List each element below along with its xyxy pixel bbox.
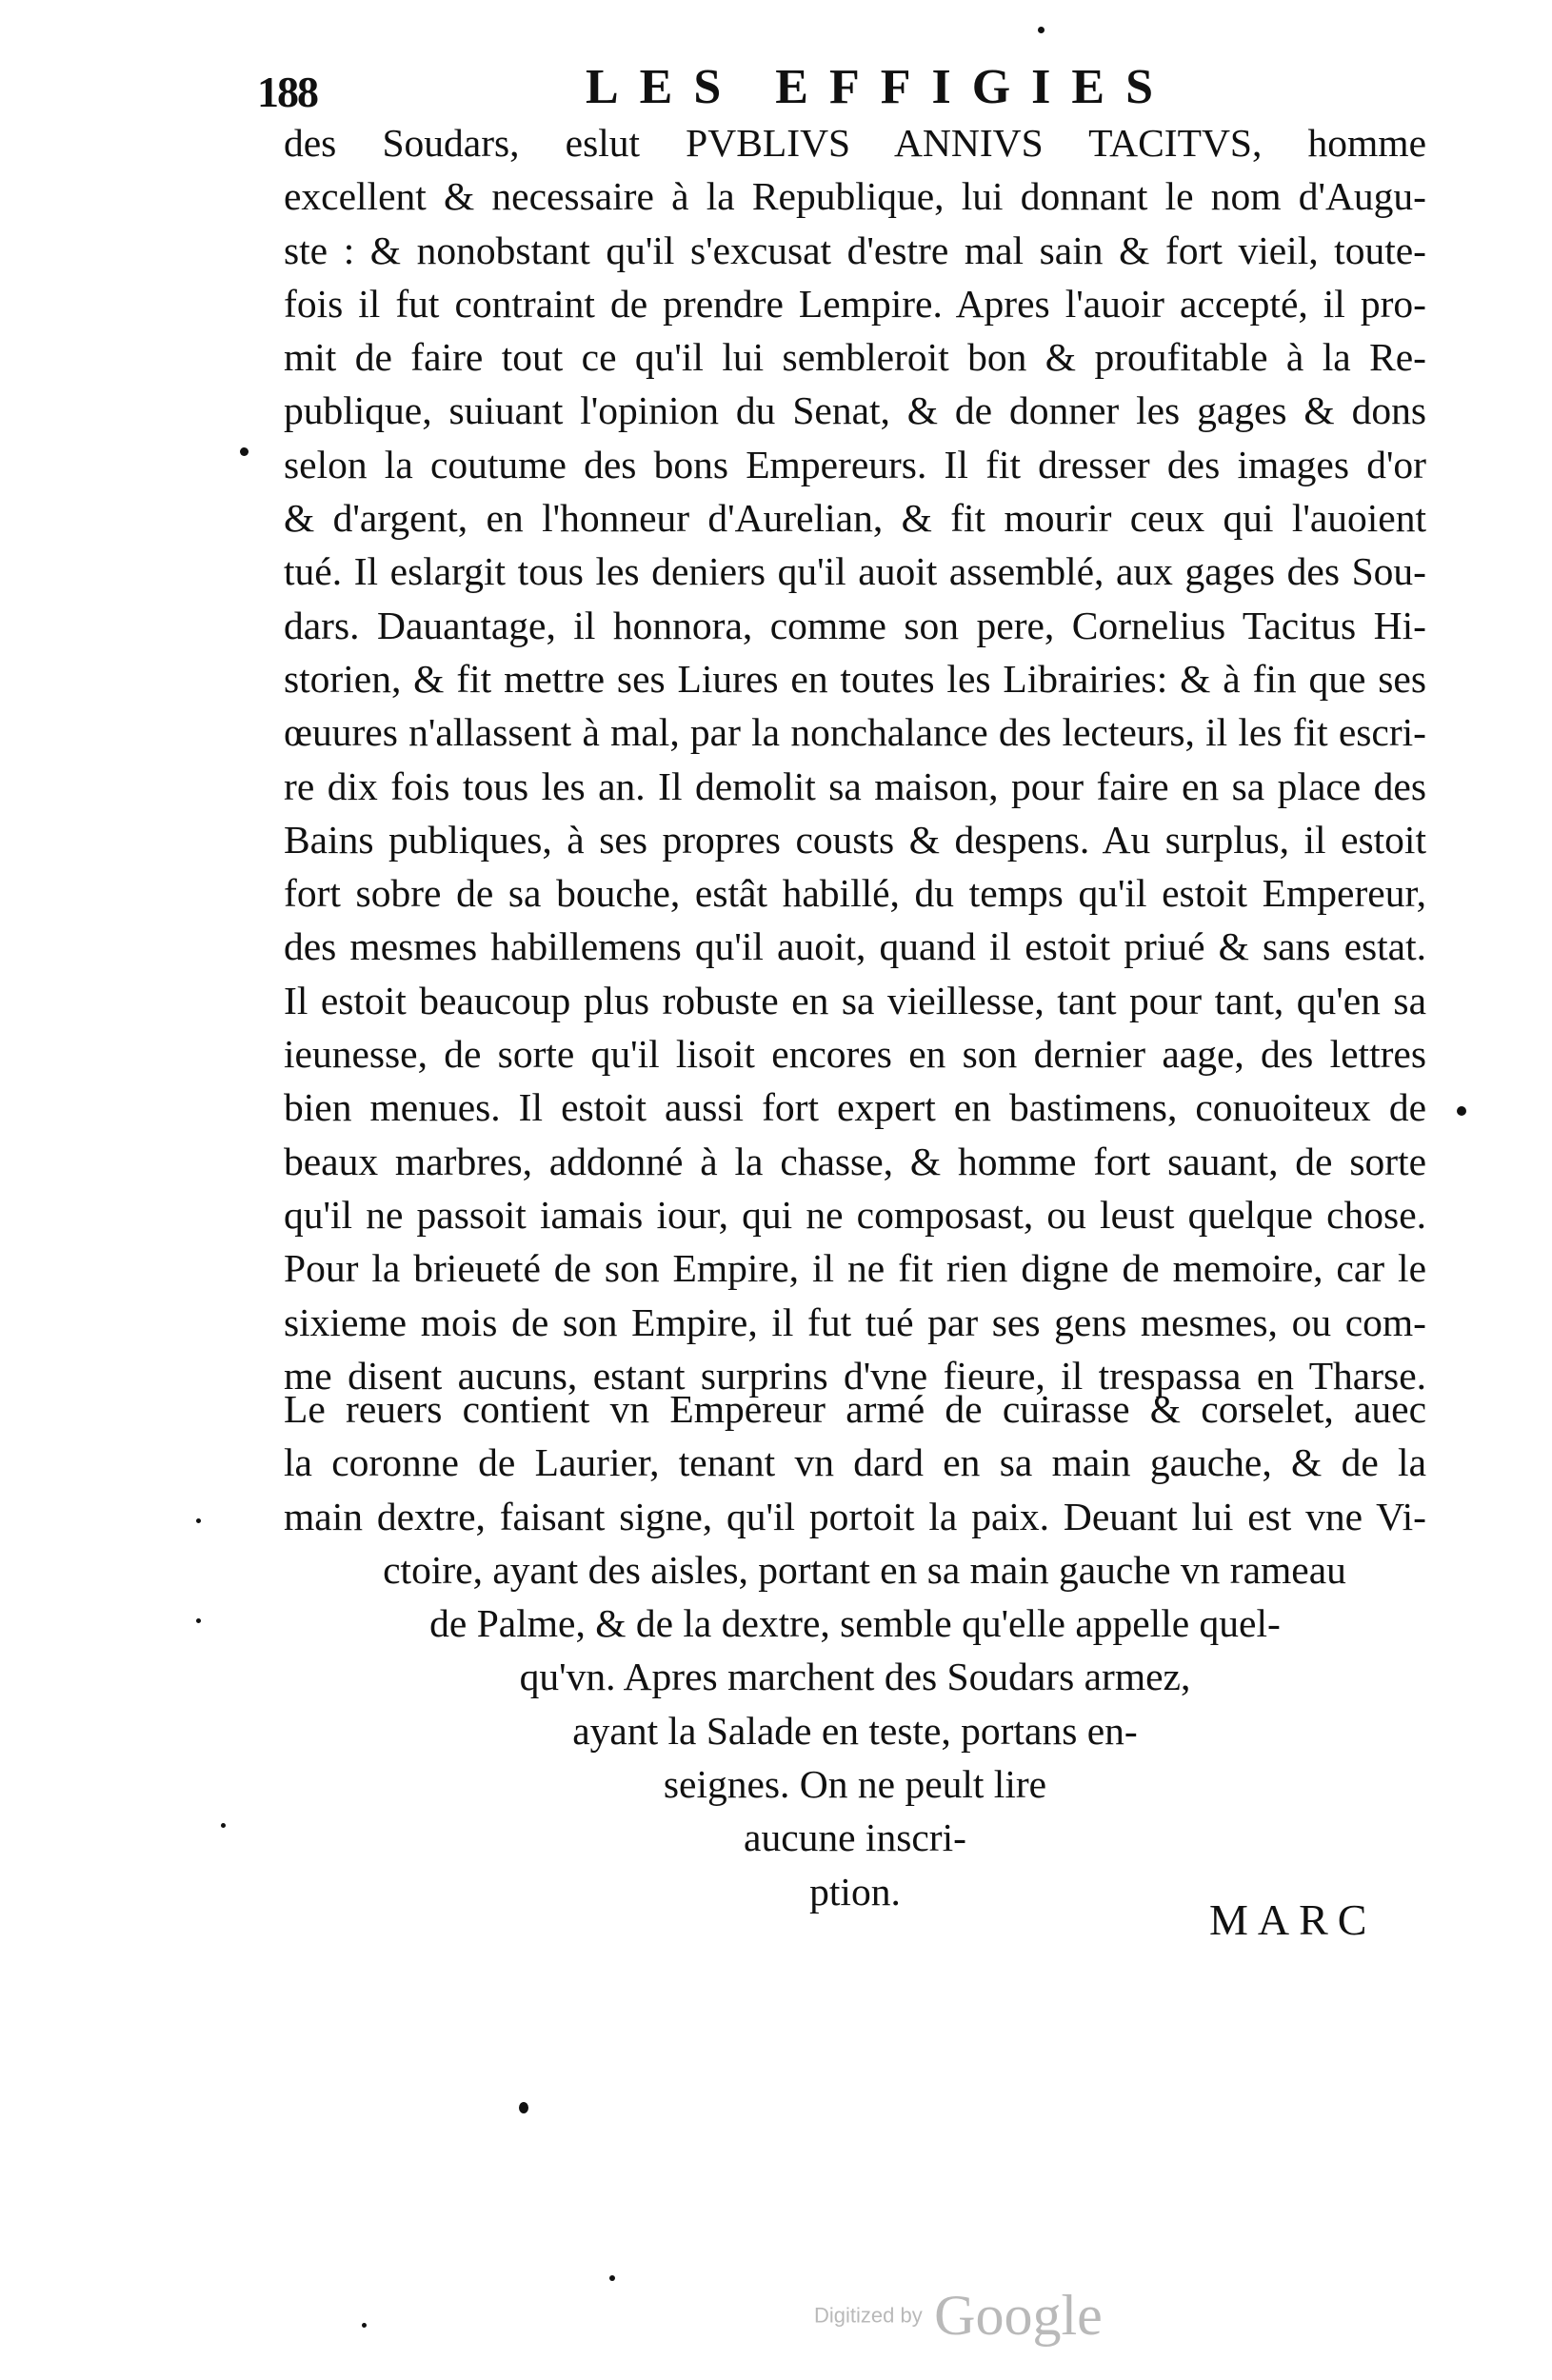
ink-speck xyxy=(221,1823,226,1828)
text-line: Le reuers contient vn Empereur armé de cuirasse & corselet, auec xyxy=(284,1387,1426,1431)
google-logo: Google xyxy=(934,2284,1103,2347)
text-line: main dextre, faisant signe, qu'il portoit la paix. Deuant lui est vne Vi- xyxy=(284,1494,1426,1538)
text-line: qu'vn. Apres marchent des Soudars armez, xyxy=(519,1655,1191,1699)
reverse-description xyxy=(284,1382,1426,1918)
text-line: me disent aucuns, estant surprins d'vne fieure, il trespassa en Tharse. xyxy=(284,1353,1426,1398)
text-line: storien, & fit mettre ses Liures en toutes les Librairies: & à fin que ses xyxy=(284,656,1426,701)
text-line: re dix fois tous les an. Il demolit sa maison, pour faire en sa place des xyxy=(284,764,1426,808)
catchword: MARC xyxy=(1209,1895,1377,1944)
digitized-by-label: Digitized by xyxy=(814,2303,923,2328)
main-paragraph xyxy=(284,116,1426,1402)
text-line: œuures n'allassent à mal, par la nonchalance des lecteurs, il les fit escri- xyxy=(284,710,1426,755)
running-title: LES EFFIGIES xyxy=(586,60,1175,114)
text-line: ayant la Salade en teste, portans en- xyxy=(572,1708,1138,1753)
text-line: dars. Dauantage, il honnora, comme son pere, Cornelius Tacitus Hi- xyxy=(284,603,1426,647)
text-line: beaux marbres, addonné à la chasse, & homme fort sauant, de sorte xyxy=(284,1139,1426,1183)
text-line: publique, suiuant l'opinion du Senat, & de donner les gages & dons xyxy=(284,388,1426,433)
text-line: la coronne de Laurier, tenant vn dard en sa main gauche, & de la xyxy=(284,1440,1426,1485)
ink-speck xyxy=(519,2102,528,2113)
text-line: seignes. On ne peult lire xyxy=(663,1762,1047,1807)
ink-speck xyxy=(196,1518,201,1523)
text-line: ste : & nonobstant qu'il s'excusat d'estre mal sain & fort vieil, toute- xyxy=(284,228,1426,272)
text-line: & d'argent, en l'honneur d'Aurelian, & fit mourir ceux qui l'auoient xyxy=(284,496,1426,541)
text-line: excellent & necessaire à la Republique, lui donnant le nom d'Augu- xyxy=(284,174,1426,219)
text-line: qu'il ne passoit iamais iour, qui ne composast, ou leust quelque chose. xyxy=(284,1192,1426,1237)
ink-speck xyxy=(240,447,249,456)
text-line: ption. xyxy=(809,1869,901,1914)
ink-speck xyxy=(1038,27,1045,33)
digitized-watermark xyxy=(814,2283,1103,2349)
text-line: de Palme, & de la dextre, semble qu'elle appelle quel- xyxy=(429,1601,1281,1646)
text-line: fois il fut contraint de prendre Lempire. Apres l'auoir accepté, il pro- xyxy=(284,281,1426,326)
text-line: mit de faire tout ce qu'il lui sembleroit bon & proufitable à la Re- xyxy=(284,335,1426,380)
text-line: Pour la brieueté de son Empire, il ne fit rien digne de memoire, car le xyxy=(284,1246,1426,1291)
text-line: fort sobre de sa bouche, estât habillé, du temps qu'il estoit Empereur, xyxy=(284,871,1426,916)
text-line: ctoire, ayant des aisles, portant en sa main gauche vn rameau xyxy=(383,1547,1346,1592)
ink-speck xyxy=(362,2323,367,2328)
ink-speck xyxy=(196,1618,201,1623)
text-line: sixieme mois de son Empire, il fut tué par ses gens mesmes, ou com- xyxy=(284,1299,1426,1344)
text-line: selon la coutume des bons Empereurs. Il fit dresser des images d'or xyxy=(284,442,1426,486)
text-line: des mesmes habillemens qu'il auoit, quand il estoit priué & sans estat. xyxy=(284,924,1426,969)
text-line: Il estoit beaucoup plus robuste en sa vieillesse, tant pour tant, qu'en sa xyxy=(284,978,1426,1022)
text-line: tué. Il eslargit tous les deniers qu'il auoit assemblé, aux gages des Sou- xyxy=(284,549,1426,594)
page-number: 188 xyxy=(257,68,317,116)
ink-speck xyxy=(609,2275,615,2281)
text-line: bien menues. Il estoit aussi fort expert en bastimens, conuoiteux de xyxy=(284,1085,1426,1130)
text-line: aucune inscri- xyxy=(744,1815,966,1860)
text-line: ieunesse, de sorte qu'il lisoit encores en son dernier aage, des lettres xyxy=(284,1032,1426,1077)
text-line: Bains publiques, à ses propres cousts & despens. Au surplus, il estoit xyxy=(284,817,1426,862)
ink-speck xyxy=(1457,1106,1466,1116)
text-line: des Soudars, eslut PVBLIVS ANNIVS TACITVS, homme xyxy=(284,121,1426,165)
